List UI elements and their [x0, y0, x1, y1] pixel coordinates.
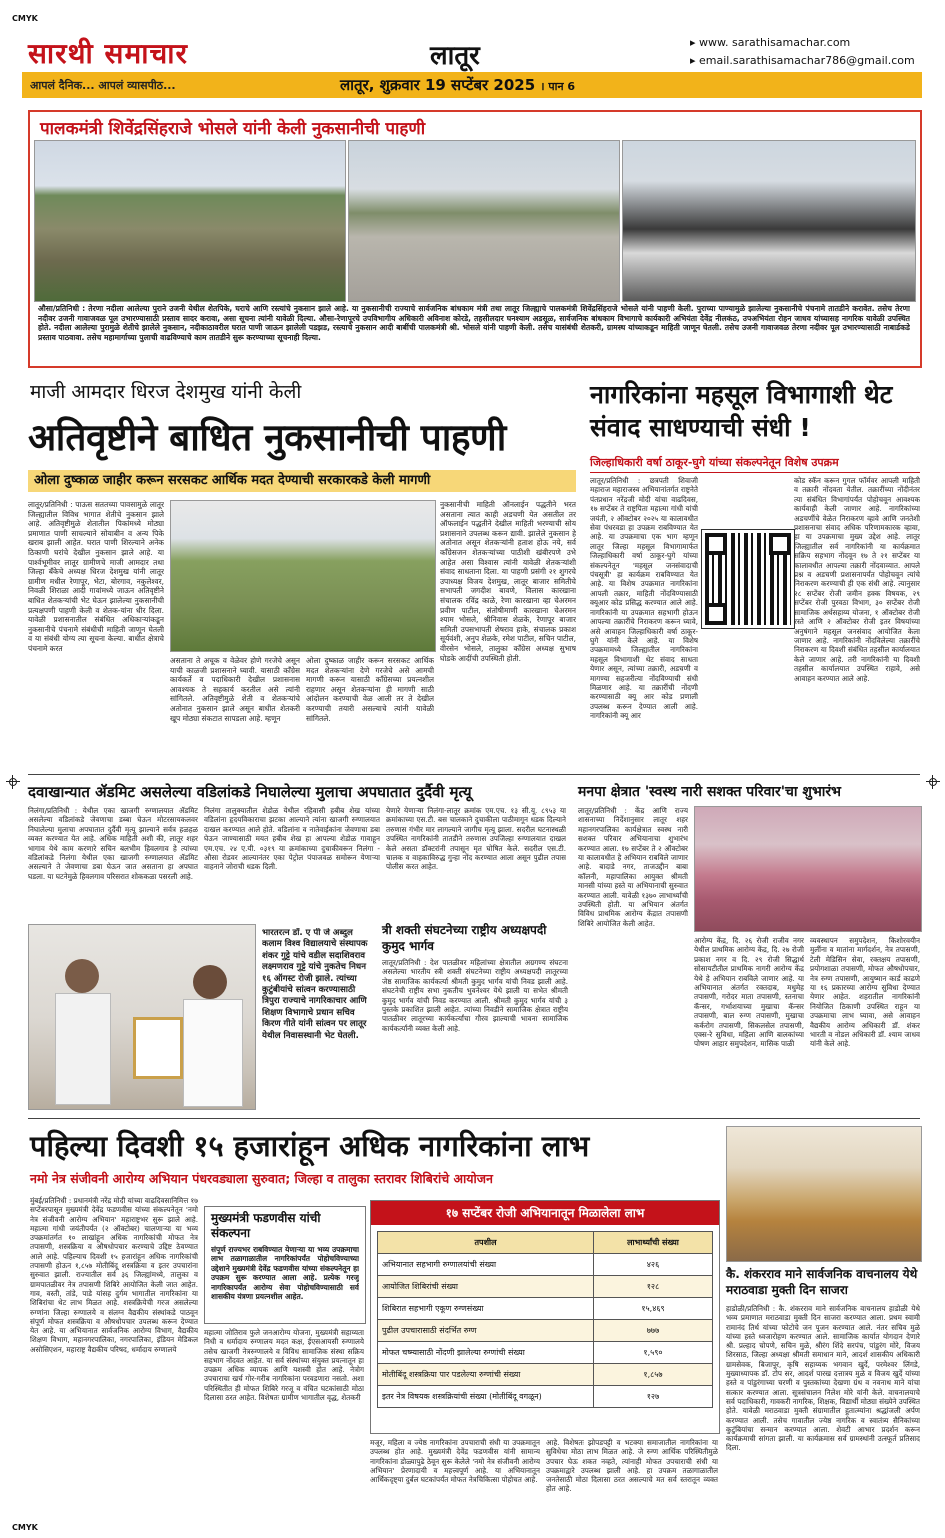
- benefit-table: [377, 1231, 713, 1408]
- benefit-table-title: १७ सप्टेंबर रोजी अभियानातून मिळालेला लाभ: [371, 1201, 719, 1225]
- edition-name: लातूर: [430, 41, 480, 71]
- masthead-band: [22, 72, 922, 98]
- tagline: आपलं दैनिक... आपलं व्यासपीठ...: [30, 79, 176, 92]
- namo-subhead: नमो नेत्र संजीवनी आरोग्य अभियान पंधरवड्याला सुरुवात; जिल्हा व तालुका स्तरावर शिबिरांचे आयोजन: [30, 1171, 493, 1186]
- table-row: मोतीबिंदू शस्त्रक्रिया पार पडलेल्या रुग्णांची संख्या १,८५७: [378, 1364, 713, 1386]
- top-story-caption: औसा/प्रतिनिधी : तेरणा नदीला आलेल्या पुराने उजनी येथील शेतपिके, घराचे आणि रस्त्यांचे नुकसान झाले आहे. या नुकसानीची राज्याचे सार्वजनिक बांधकाम मंत्री तथा लातूर जिल्ह्याचे पालकमंत्री शिवेंद्रसिंहराजे भोसले यांनी पाहणी केली. पुराच्या पाण्यामुळे झालेल्या नुकसानीचे पंचनामे तातडीने करावेत. तसेच तेरणा नदीवर उजनी गावाजवळ पूल उभारण्यासाठी प्रस्ताव सादर करावा, असा सूचना त्यांनी यावेळी दिल्या. औसा-रेणापूरचे उपविभागीय अधिकारी अविनाश कोरडे, तहसीलदार घनश्याम अडसूळ, सार्वजनिक बांधकाम विभागाचे कार्यकारी अभियंता देवेंद्र नीलकंठ, उपअभियंता रोहन जाधव यांच्यासह नागरिक यावेळी उपस्थित होते. नदीला आलेल्या पुरामुळे शेतीचे झालेले नुकसान, नदीकाठावरील घरात पाणी जाऊन झालेली पडझड, रस्त्याचे नुकसान आदी बाबींची पालकमंत्री श्री. भोसले यांनी पाहणी केली. तसेच यासंबंधी शेतकरी, ग्रामस्थ यांच्याकडून माहिती जाणून घेतली. तसेच उजनी गावाजवळ तेरणा नदीवर पूल उभारण्यासाठी नाबार्डकडे प्रस्ताव पाठवावा. तसेच महामार्गाच्या पुलाची वाढविण्याचे काम तातडीने सुरू करण्याच्या सूचनाही दिल्या.: [38, 304, 910, 342]
- women-col-2: आरोग्य केंद्र, दि. २६ रोजी राजीव नगर येथील प्राथमिक आरोग्य केंद्र, दि. २७ रोजी प्रकाश नगर व दि. २९ रोजी सिद्धार्थ सोसायटीतील प्राथमिक नागरी आरोग्य केंद्र येथे हे अभियान राबविले जाणार आहे. या अभियानात अंतर्गत रक्तदाब, मधुमेह तपासणी, गरोदर माता तपासणी, स्तनाचा कॅन्सर, गर्भाशयाच्या मुखाचा कॅन्सर तपासणी, बाल रुग्ण तपासणी, मुखाचा कर्करोग तपासणी, सिकलसेल तपासणी, एक्स-रे सुविधा, महिला आणि बालकांच्या पोषण आहार समुपदेशन, मासिक पाळी: [694, 936, 804, 1049]
- cmyk-label-bottom: CMYK: [12, 1523, 38, 1532]
- deshmukh-subhead: ओला दुष्काळ जाहीर करून सरसकट आर्थिक मदत देण्याची सरकारकडे केली मागणी: [28, 470, 576, 492]
- library-col-1: हाडोळी/प्रतिनिधी : कै. शंकरराव माने सार्वजनिक वाचनालय हाडोळी येथे भव्य प्रमाणात मराठवाडा मुक्ती दिन साजरा करण्यात आला. प्रथम स्वामी रामानंद तिर्थ यांच्या फोटोचे जन पूजन करण्यात आले. नंतर सचिव मुळे यांच्या हस्ते ध्वजारोहण करण्यात आले. सामाजिक कार्यात योगदान देणारे श्री. प्रल्हाद चोपणे, सचिन मुळे, श्रीरंग शिंदे सरपंच, पांडुरंग मोरे, विजय शिरसाठ, जिल्हा अध्यक्षा श्रीमती समाधान माने, आदर्श शासकीय अधिकारी ग्रामसेवक, बिजापूर, कृषि सहाय्यक भगवान खुर्दे, परमेश्वर लिंगडे, मुख्याध्यापक डॉ. टोप सर, आदर्श पारख दत्तात्रय मुळे व विजय खुर्दे यांच्या हस्ते व पांडुरंगाच्या चरणी व पुस्तकांच्या देखणा ग्रंथ व नवनाथ माने यांचा सत्कार करण्यात आला. सूत्रसंचालन निलेश मोरे यांनी केले. वाचनालयाचे सर्व पदाधिकारी, गावकरी नागरिक, शिक्षक, विद्यार्थी मोठ्या संख्येने उपस्थित होते. यावेळी मराठवाडा मुक्ती संग्रामातील हुतात्म्यांना श्रद्धांजली अर्पण करण्यात आली. तसेच गावातील ज्येष्ठ नागरिक व स्वातंत्र्य सैनिकांच्या कुटुंबियांचा सन्मान करण्यात आला. शेवटी आभार प्रदर्शन करून कार्यक्रमाची सांगता झाली. या कार्यक्रमास सर्व ग्रामस्थांनी उत्स्फूर्त प्रतिसाद दिला.: [726, 1304, 920, 1453]
- namo-col-4: आहे. विशेषतः झोपडपट्टी व भटक्या समाजातील नागरिकांना या सुविधेचा मोठा लाभ मिळत आहे. जे रुग्ण आर्थिक परिस्थितीमुळे उपचार घेऊ शकत नव्हते, त्यांनाही मोफत उपचाराची संधी या उपक्रमाद्वारे उपलब्ध झाली आहे. हा उपक्रम तळागाळातील जनतेसाठी मोठा दिलासा ठरत असल्याचे मत सर्व स्तरातून व्यक्त होत आहे.: [546, 1438, 718, 1494]
- table-row: आयोजित शिबिरांची संख्या १२८: [378, 1276, 713, 1298]
- section-divider: [28, 1118, 920, 1119]
- qr-code[interactable]: [702, 530, 794, 628]
- namo-headline: पहिल्या दिवशी १५ हजारांहून अधिक नागरिकांना लाभ: [30, 1129, 590, 1163]
- person-figure-icon: [55, 993, 111, 1105]
- link-icon: ▸: [690, 36, 700, 49]
- deshmukh-field-photo: [170, 500, 436, 652]
- top-story-headline: पालकमंत्री शिवेंद्रसिंहराजे भोसले यांनी केली नुकसानीची पाहणी: [40, 119, 426, 139]
- person-figure-icon: [65, 959, 99, 993]
- deshmukh-col-2: असताना ते अचूक व वेळेवर होणे गरजेचे असून याची काळजी प्रशासनाने घ्यावी. यासाठी काँग्रेस कार्यकर्ते व पदाधिकारी देखील प्रशासनास आवश्यक ते सहकार्य करतील असे त्यांनी सांगितले. अतिवृष्टीमुळे शेती व शेतकऱ्यांचे अतोनात नुकसान झाले असून बाधीत शेतकरी खूप मोठ्या संकटात सापडला आहे. म्हणून: [170, 656, 300, 723]
- top-story-box: [28, 110, 922, 368]
- namo-col-2: महात्मा जोतिराव फुले जनआरोग्य योजना, मुख्यमंत्री सहाय्यता निधी व धर्मादाय रुग्णालय मदत कक्ष, ईएसआयसी रुग्णालये तसेच खाजगी नेत्ररुग्णालये व विविध सामाजिक संस्था सक्रिय सहभाग नोंदवत आहेत. या सर्व संस्थांच्या संयुक्त प्रयत्नातून हा उपक्रम अधिक व्यापक आणि यशस्वी होत आहे. नेत्रोग उपचाराचा खर्च गोर-गरीब नागरिकांना परवडणारा नसतो. अशा परिस्थितीत ही मोफत शिबिरे गरजू व वंचित घटकांसाठी मोठा दिलासा ठरत आहेत. विशेषतः ग्रामीण भागातील वृद्ध, शेतकरी: [204, 1328, 364, 1403]
- flood-river-photo: [34, 140, 346, 302]
- table-header: तपशील: [378, 1232, 594, 1254]
- women-col-3: व्यवस्थापन समुपदेशन, किशोरवयीन मुलींना व मातांना मार्गदर्शन, नेत्र तपासणी, टेली मेडिसिन सेवा, रक्तक्षय तपासणी, प्रयोगशाळा तपासणी, मोफत औषधोपचार, नेत्र रुग्ण तपासणी, आयुष्मान कार्ड काढणे या १६ प्रकारच्या आरोग्य सुविधा देण्यात येणार आहेत. शहरातील नागरिकांनी नियोजित ठिकाणी उपस्थित राहून या उपक्रमाचा लाभ घ्यावा, असे आवाहन वैद्यकीय आरोग्य अधिकारी डॉ. शंकर भारती व नोडल अधिकारी डॉ. श्याम जाधव यांनी केले आहे.: [810, 936, 920, 1049]
- namo-col-3: मजूर, महिला व ज्येष्ठ नागरिकांना उपचाराची संधी या उपक्रमातून उपलब्ध होत आहे. मुख्यमंत्री देवेंद्र फडणवीस यांनी सामान्य नागरिकांना डोळ्यापुढे ठेवून सुरू केलेले 'नमो नेत्र संजीवनी आरोग्य अभियान' प्रेरणादायी व महत्त्वपूर्ण आहे. या अभियानातून आर्थिकदृष्ट्या दुर्बल घटकांपर्यंत मोफत नेत्रचिकित्सा पोहोचत आहे.: [370, 1438, 540, 1485]
- deshmukh-headline: अतिवृष्टीने बाधित नुकसानीची पाहणी: [28, 416, 506, 459]
- benefit-table-box: [370, 1200, 720, 1434]
- qr-corner-icon: [705, 533, 727, 555]
- shakti-col-1: लातूर/प्रतिनिधी : देश पातळीवर महिलांच्या क्षेत्रातील अग्रगण्य संघटना असलेल्या भारतीय स्त्री शक्ती संघटनेच्या राष्ट्रीय अध्यक्षपदी लातूरच्या जेष्ठ सामाजिक कार्यकर्त्या श्रीमती कुमुद भार्गव यांची निवड झाली आहे. संघटनेची राष्ट्रीय सभा नुकतीच भुवनेश्वर येथे झाली या सभेत श्रीमती कुमुद भार्गव यांची निवड करण्यात आली. श्रीमती कुमुद भार्गव यांची ३ पुस्तके प्रकाशित झाली आहेत. त्यांच्या निवडीने सामाजिक क्षेत्रात राष्ट्रीय पातळीवर लातूरच्या कार्यकर्त्यांचा गौरव झाल्याची भावना सामाजिक कार्यकर्त्यांनी व्यक्त केली आहे.: [382, 958, 568, 1033]
- deshmukh-col-4: नुकसानीची माहिती ऑनलाईन पद्धतीने भरत असताना त्यात काही अडचणी येत असतील तर ऑफलाईन पद्धतीने देखील माहिती भरण्याची सोय प्रशासनाने उपलब्ध करून द्यावी. झालेले नुकसान हे अतोनात असून शेतकऱ्यांनी हताश होऊ नये, सर्व काँग्रेसजन शेतकऱ्यांच्या पाठीशी खंबीरपणे उभे आहेत असा विश्वास त्यांनी यावेळी शेतकऱ्यांशी संवाद साधताना दिला. या पाहणी प्रसंगी २१ शुगरचे उपाध्यक्ष विजय देशमुख, लातूर बाजार समितीचे सभापती जगदीश बावणे, विलास कारखाना संचालक रविंद्र काळे, रेणा कारखाना व्हा चेअरमन प्रवीण पाटील, संतोषीमाणी कारखाना चेअरमन श्याम भोसले, श्रीनिवास शेळके, रेणापूर बाजार समिती उपसभापती शेषराव हाके, संचालक प्रकाश सूर्यवंशी, अनुप शेळके, रमेश पाटील, सचिन पाटील, वीरसेन भोसले, तालुका काँग्रेस अध्यक्ष सुभाष घोडके आदींची उपस्थिती होती.: [440, 500, 576, 663]
- newspaper-name: सारथी समाचार: [28, 37, 188, 70]
- revenue-col-2: कोड स्कॅन करून गुगल फॉर्मवर आपली माहिती व तक्रारी नोंदवता येतील. तक्रारींच्या नोंदीनंतर त्या संबंधित विभागांपर्यंत पोहोचवून आवश्यक कार्यवाही केली जाणार आहे. नागरिकांच्या अडचणींचे वेळेत निराकरण व्हावे आणि जनतेशी प्रशासनाचा संवाद अधिक परिणामकारक व्हावा, हा या उपक्रमाचा मुख्य उद्देश आहे. लातूर जिल्ह्यातील सर्व नागरिकांनी या कार्यक्रमात सक्रिय सहभाग नोंदवून १७ ते २१ सप्टेंबर या कालावधीत आपल्या तक्रारी नोंदवाव्यात. आपले प्रश्न व अडचणी प्रशासनापर्यंत पोहोचवून त्यांचे निराकरण करण्याची ही एक संधी आहे. त्यानुसार २८ सप्टेंबर रोजी जमीन हक्क विषयक, २९ सप्टेंबर रोजी पुरवठा विभाग, ३० सप्टेंबर रोजी सामाजिक अर्थसहाय्य योजना, १ ऑक्टोबर रोजी रस्ते आणि २ ऑक्टोबर रोजी इतर विषयांच्या अनुषंगाने महसूल जनसंवाद आयोजित केला जाणार आहे. नागरिकांनी नोंदविलेल्या तक्रारींचे निराकरण या दिवशी संबंधित तहसील कार्यालयात केले जाणार आहे. तरी नागरिकांनी या दिवशी तहसील कार्यालयात उपस्थित राहावे, असे आवाहन करण्यात आले आहे.: [794, 476, 920, 683]
- person-figure-icon: [183, 999, 243, 1107]
- date-line: लातूर, शुक्रवार 19 सप्टेंबर 2025 । पान 6: [340, 76, 576, 94]
- cmyk-label-top: CMYK: [12, 14, 38, 23]
- qr-corner-icon: [769, 533, 791, 555]
- website-link[interactable]: ▸ www. sarathisamachar.com: [690, 36, 851, 49]
- cm-concept-text: संपूर्ण राज्यभर राबविण्यात येणाऱ्या या भव्य उपक्रमाचा लाभ तळागाळातील नागरिकांपर्यंत पोहोचविण्याच्या उद्देशाने मुख्यमंत्री देवेंद्र फडणवीस यांच्या संकल्पनेतून हा उपक्रम सुरू करण्यात आला आहे. प्रत्येक गरजू नागरिकापर्यंत आरोग्य सेवा पोहोचविण्यासाठी सर्व शासकीय यंत्रणा प्रयत्नशील आहेत.: [211, 1245, 359, 1302]
- masthead: [22, 30, 922, 102]
- table-row: इतर नेत्र विषयक शस्त्रक्रियांची संख्या (मोतीबिंदू वगळून) १२७: [378, 1386, 713, 1408]
- namo-col-1: मुंबई/प्रतिनिधी : प्रधानमंत्री नरेंद्र मोदी यांच्या वाढदिवसानिमित्त १७ सप्टेंबरपासून मुख्यमंत्री देवेंद्र फडणवीस यांच्या संकल्पनेतून 'नमो नेत्र संजीवनी आरोग्य अभियान' महाराष्ट्रभर सुरू झाले आहे. महात्मा गांधी जयंतीपर्यंत (२ ऑक्टोबर) चालणाऱ्या या भव्य उपक्रमांतर्गत १० लाखांहून अधिक नागरिकांची मोफत नेत्र तपासणी, शस्त्रक्रिया व औषधोपचार करण्याचे उद्दिष्ट ठेवण्यात आले आहे. पहिल्याच दिवशी १५ हजारांहून अधिक नागरिकांची तपासणी होऊन १,८५७ मोतीबिंदू शस्त्रक्रिया व इतर उपचारांना सुरुवात झाली. राज्यातील सर्व ३६ जिल्ह्यांमध्ये, तालुका व ग्रामपातळीवर नेत्र तपासणी शिबिरे आयोजित केली जात आहेत. गाव, वस्ती, तांडे, पाडे यांसह दुर्गम भागातील नागरिकांना या शिबिरांचा थेट लाभ मिळत आहे. शस्त्रक्रियेची गरज असलेल्या रुग्णांना जिल्हा रुग्णालये व संलग्न वैद्यकीय संस्थांकडे पाठवून संपूर्ण मोफत शस्त्रक्रिया व औषधोपचार उपलब्ध करून देण्यात येत आहे. या अभियानात सार्वजनिक आरोग्य विभाग, वैद्यकीय शिक्षण विभाग, महानगरपालिका, नगरपालिका, इंडियन मेडिकल असोसिएशन, महाराष्ट्र वैद्यकीय परिषद, धर्मादाय रुग्णालये: [30, 1196, 198, 1354]
- registration-mark-icon: [6, 775, 20, 789]
- library-event-photo: [726, 1126, 922, 1262]
- cm-concept-title: मुख्यमंत्री फडणवीस यांची संकल्पना: [211, 1211, 321, 1240]
- health-camp-photo: [694, 806, 922, 932]
- library-headline: कै. शंकरराव माने सार्वजनिक वाचनालय येथे मराठवाडा मुक्ती दिन साजरा: [726, 1267, 918, 1297]
- deshmukh-col-1: लातूर/प्रतिनिधी : पाऊस सततच्या पावसामुळे लातूर जिल्ह्यातील विविध भागात शेतीचे नुकसान झाले आहे. अतिवृष्टीमुळे शेतातील पिकांमध्ये मोठ्या प्रमाणात पाणी साचल्याने सोयाबीन व अन्य पिके खराब झाली आहेत. घरात पाणी शिरल्याने अनेक ठिकाणी घरांचे देखील नुकसान झाले आहे. या पार्श्वभूमीवर लातूर ग्रामीणचे माजी आमदार तथा जिल्हा बँकेचे अध्यक्ष धिरज देशमुख यांनी लातूर ग्रामीण मधील रेणापूर, भेटा, बोरगाव, नकुलेश्वर, निवळी शिराळा आदी गावांमध्ये जाऊन अतिवृष्टीने बाधित शेतकऱ्यांची भेट घेऊन झालेल्या नुकसानीची प्रत्यक्षपणी पाहणी केली व शेतक-यांना धीर दिला. यावेळी प्रशासनातील संबंधित अधिकाऱ्यांकडून नुकसानीचे पंचनामे संबंधीची माहिती जाणून घेतली व या संबंधी योग्य त्या सूचना केल्या. बाधीत क्षेत्राचे पंचनामे करत: [28, 500, 164, 653]
- deshmukh-col-3: ओला दुष्काळ जाहीर करून सरसकट आर्थिक मदत शेतकऱ्यांना देणे गरजेचे असे आमची मागणी करून यासाठी काँग्रेसच्या प्रयत्नशील राहणार असून शेतकऱ्यांना ही मागणी साठी आंदोलन करण्याची वेळ आली तर ते देखील करण्याची तयारी असल्याचे त्यांनी यावेळी सांगितले.: [306, 656, 434, 723]
- minister-crowd-photo: [622, 140, 916, 302]
- revenue-headline: नागरिकांना महसूल विभागाशी थेट संवाद साधण्याची संधी !: [590, 380, 893, 442]
- women-col-1: लातूर/प्रतिनिधी : केंद्र आणि राज्य शासनाच्या निर्देशानुसार लातूर शहर महानगरपालिका कार्यक्षेत्रात स्वस्थ नारी सशक्त परिवार अभियानाचा शुभारंभ करण्यात आला. १७ सप्टेंबर ते २ ऑक्टोबर या कालावधीत हे अभियान राबविले जाणार आहे. बादाडे नगर, ताजउद्दीन बाबा कॉलनी, महापालिका आयुक्त श्रीमती मानसी यांच्या हस्ते या अभियानाची सुरुवात करण्यात आली. यावेळी १३७० लाभार्थ्यांची उपस्थिती होती. या अभियान अंतर्गत विविध प्राथमिक आरोग्य केंद्रात तपासणी शिबिरे आयोजित केली आहेत.: [578, 806, 688, 928]
- revenue-subhead: जिल्हाधिकारी वर्षा ठाकूर-घुगे यांच्या संकल्पनेतून विशेष उपक्रम: [590, 455, 920, 473]
- condolence-photo: [28, 924, 256, 1110]
- registration-mark-icon: [926, 775, 940, 789]
- qr-corner-icon: [705, 603, 727, 625]
- email-link[interactable]: ▸ email.sarathisamachar786@gmail.com: [690, 54, 915, 67]
- portrait-frame-icon: [133, 1017, 183, 1079]
- table-header: लाभार्थ्यांची संख्या: [594, 1232, 713, 1254]
- table-row: मोफत चष्म्यासाठी नोंदणी झालेल्या रुग्णांची संख्या १,५९०: [378, 1342, 713, 1364]
- section-divider: [28, 774, 920, 775]
- cm-concept-box: [204, 1206, 366, 1324]
- table-row: पुढील उपचारासाठी संदर्भित रुग्ण ७७७: [378, 1320, 713, 1342]
- admit-col-2: निलंगा तालुक्यातील शेडोळ येथील रहिवासी हबीब शेख यांच्या वडिलांना हृदयविकाराचा झटका आल्याने त्यांना खाजगी रुग्णालयात दाखल करण्यात आले होते. वडिलांना व नातेवाईकांना जेवणाचा डबा घेऊन जाण्यासाठी मयत हबीब शेख हा आपल्या शेडोळ गावाहून एम.एच. २४ ए.यी. ०३१९ या क्रमांकाच्या दुचाकीवरून निलंगा - औसा रोडवर आल्यानंतर एका पेट्रोल पंपाजवळ समोरून येणाऱ्या वाहनाने जोराची धडक दिली.: [204, 806, 380, 872]
- person-figure-icon: [193, 965, 227, 999]
- revenue-col-1: लातूर/प्रतिनिधी : छत्रपती शिवाजी महाराज महाराजस्व अभियानांतर्गत राष्ट्रनेते पंतप्रधान नरेंद्रजी मोदी यांचा वाढदिवस, १७ सप्टेंबर ते राष्ट्रपिता महात्मा गांधी यांची जयंती, २ ऑक्टोबर २०२५ या कालावधीत सेवा पंधरवडा हा उपक्रम राबविण्यात येत आहे. या उपक्रमाचा एक भाग म्हणून लातूर जिल्हा महसूल विभागामार्फत जिल्हाधिकारी वर्षा ठाकूर-घुगे यांच्या संकल्पनेतून 'महसूल जनसंवादाची पंचसूत्री' हा कार्यक्रम राबविण्यात येत आहे. या विशेष उपक्रमात नागरिकांना आपली तक्रार, माहिती नोंदविण्यासाठी क्यूआर कोड प्रसिद्ध करण्यात आले आहे. नागरिकांनी या उपक्रमात सहभागी होऊन आपल्या तक्रारींचे निराकरण करून घ्यावे, असे आवाहन जिल्हाधिकारी वर्षा ठाकूर-घुगे यांनी केले आहे. या विशेष उपक्रमामध्ये जिल्ह्यातील नागरिकांना महसूल विभागाशी थेट संवाद साधता येणार असून, त्यांच्या तक्रारी, अडचणी व मागण्या सहजरीत्या नोंदविण्याची संधी मिळणार आहे. या तक्रारींची नोंदणी करण्यासाठी क्यू आर कोड प्रणाली उपलब्ध करून देण्यात आली आहे. नागरिकांनी क्यू आर: [590, 476, 698, 721]
- admit-headline: दवाखान्यात ॲडमिट असलेल्या वडिलांकडे निघालेल्या मुलाचा अपघातात दुर्दैवी मृत्यू: [28, 783, 472, 801]
- condolence-caption: भारतरत्न डॉ. ए पी जे अब्दुल कलाम विश्व विद्यालयाचे संस्थापक शंकर गुट्टे यांचे वडील सदाशिवराव लक्ष्मणराव गुट्टे यांचे नुकतेच निधन १६ ऑगस्ट रोजी झाले. त्यांच्या कुटुंबीयांचे सांत्वन करण्यासाठी त्रिपुरा राज्याचे नागरिकाचार आणि शिक्षण विभागाचे प्रधान सचिव किरण गीते यांनी सांत्वन पर लातूर येथील निवासस्थानी भेट घेतली.: [262, 928, 368, 1041]
- women-headline: मनपा क्षेत्रात 'स्वस्थ नारी सशक्त परिवार'चा शुभारंभ: [578, 784, 841, 800]
- admit-col-3: येणारे येणाऱ्या निलंगा-लातूर क्रमांक एम.एच. १३ सी.यू. ८९५३ या क्रमांकाच्या एस.टी. बस चालकाने दुचाकीला पाठीमागून धडक दिल्याने तरुणास गंभीर मार लागल्याने जागीच मृत्यू झाला. सदरील घटनास्थळी उपस्थित नागरिकांनी तातडीने तरुणास उपजिल्हा रुग्णालयात दाखल केले असता डॉक्टरांनी तपासून मृत घोषित केले. सदरील एस.टी. चालक व वाहकाविरुद्ध गुन्हा नोंद करण्यात आला असून पुढील तपास पोलीस करत आहेत.: [386, 806, 566, 872]
- deshmukh-kicker: माजी आमदार धिरज देशमुख यांनी केली: [30, 381, 302, 403]
- table-row: शिबिरात सहभागी एकूण रुग्णसंख्या १५,४६९: [378, 1298, 713, 1320]
- table-row: अभियानात सहभागी रुग्णालयांची संख्या ४२६: [378, 1254, 713, 1276]
- shakti-headline: त्री शक्ती संघटनेच्या राष्ट्रीय अध्यक्षपदी कुमुद भार्गव: [382, 923, 547, 953]
- admit-col-1: निलंगा/प्रतिनिधी : येथील एका खाजगी रुग्णालयात ॲडमिट असलेल्या वडिलांकडे जेवणाचा डब्बा घेऊन मोटरसायकलवर निघालेल्या मुलाचा अपघातात दुर्दैवी मृत्यू झाल्याने सर्वत्र हळहळ व्यक्त करण्यात येत आहे. अधिक माहिती अशी की, लातूर शहर भागाव येथे काम करणारे सचिन बलभीम हिवलगाव हे त्यांच्या वडिलांकडे निलंगा येथील एका खाजगी रुग्णालयात ॲडमिट असल्याने ते जेवणाचा डबा घेऊन जात असताना हा अपघात घडला. या घटनेमुळे हिवलगाव परिसरात शोककळा पसरली आहे.: [28, 806, 198, 881]
- bridge-inspection-photo: [348, 140, 620, 302]
- link-icon: ▸: [690, 54, 700, 67]
